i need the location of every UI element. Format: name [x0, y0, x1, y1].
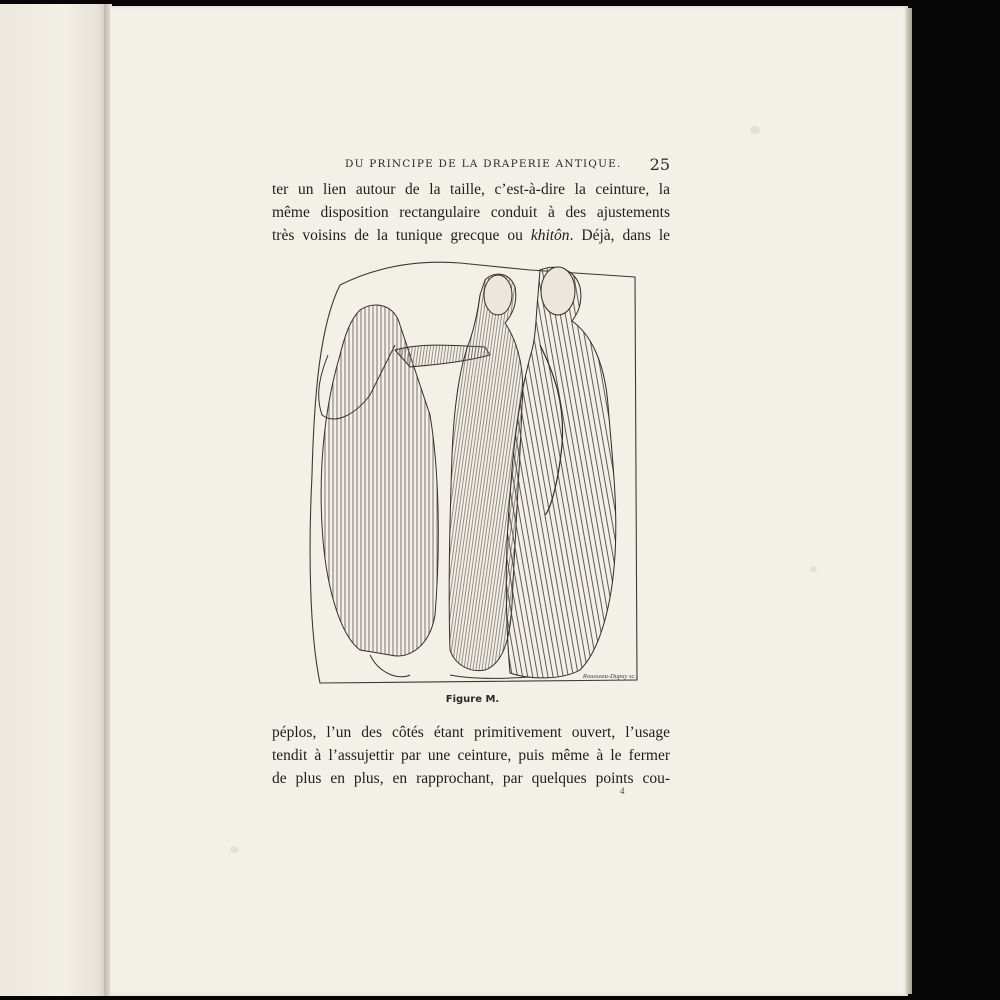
bottom-paragraph [272, 721, 670, 790]
middle-figure-head [484, 275, 512, 315]
right-figure-head [541, 267, 575, 315]
left-page [0, 4, 107, 996]
right-figure [506, 267, 616, 678]
text-line: péplos, l’un des côtés étant primitivement ouvert, l’usage [272, 724, 670, 741]
text-fragment: très voisins de la tunique grecque ou [272, 227, 523, 244]
text-line: même disposition rectangulaire conduit à des ajustements [272, 204, 670, 221]
running-title: DU PRINCIPE DE LA DRAPERIE ANTIQUE. [345, 158, 622, 170]
running-head [345, 156, 670, 176]
text-line: de plus en plus, en rapprochant, par quelques points cou- [272, 770, 670, 787]
text-fragment: . Déjà, dans le [569, 227, 670, 244]
page-number: 25 [649, 155, 670, 174]
italic-term: khitôn [530, 227, 570, 244]
printer-signature-mark: 4 [620, 786, 625, 796]
text-line: tendit à l’assujettir par une ceinture, puis même à le fermer [272, 747, 670, 764]
text-line: ter un lien autour de la taille, c’est-à-dire la ceinture, la [272, 181, 670, 198]
top-paragraph [272, 178, 670, 247]
figure-caption: Figure M. [445, 694, 500, 705]
relief-engraving [300, 255, 645, 690]
engraver-signature: Rousseau-Dupuy sc. [582, 673, 636, 680]
engraved-figure [300, 255, 645, 690]
text-line [272, 224, 670, 247]
page-edge [906, 8, 912, 994]
